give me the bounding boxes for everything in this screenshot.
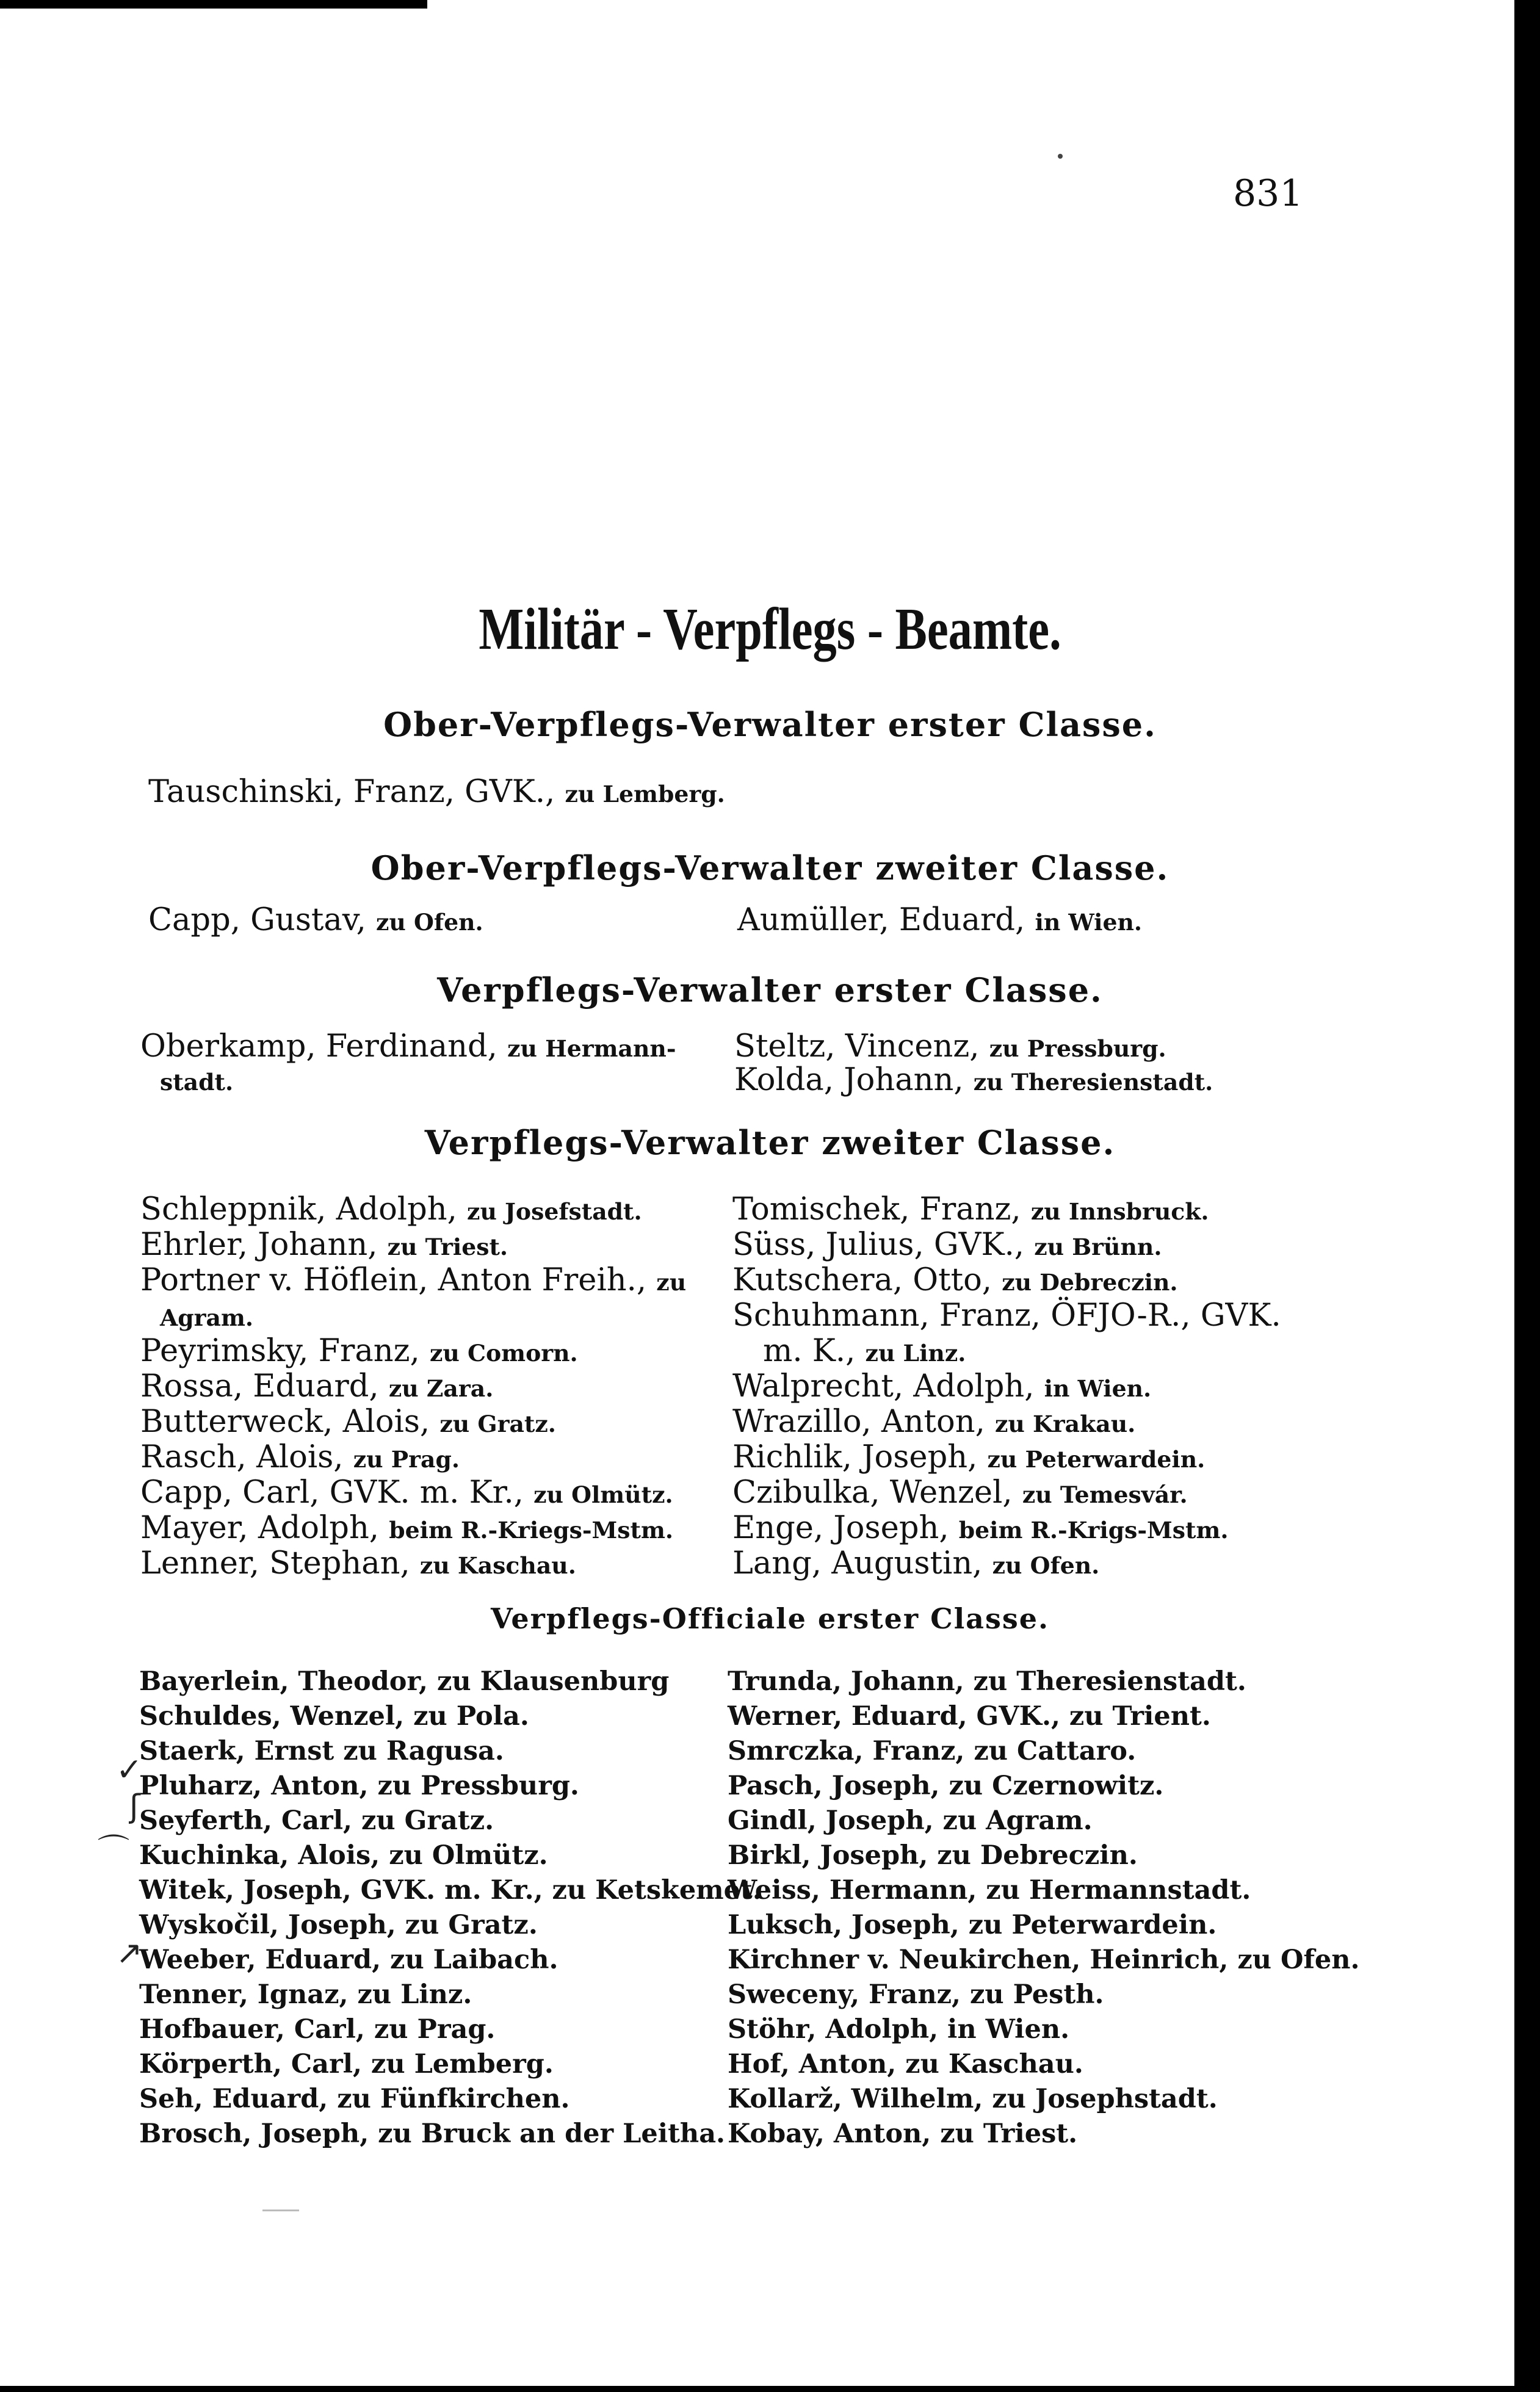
entry-left: Tenner, Ignaz, zu Linz. — [139, 1979, 472, 2010]
page-number: 831 — [1233, 172, 1303, 215]
entry-left: Schuldes, Wenzel, zu Pola. — [139, 1701, 529, 1732]
speck — [1058, 154, 1063, 159]
entry-right: Smrczka, Franz, zu Cattaro. — [728, 1736, 1137, 1766]
entry-left: Kuchinka, Alois, zu Olmütz. — [139, 1840, 548, 1871]
entry-right: Aumüller, Eduard, in Wien. — [737, 902, 1143, 938]
entry-left: Agram. — [160, 1304, 254, 1331]
entry-left: Körperth, Carl, zu Lemberg. — [139, 2049, 554, 2079]
entry-right: Werner, Eduard, GVK., zu Trient. — [728, 1701, 1211, 1732]
entry-right: Kutschera, Otto, zu Debreczin. — [732, 1262, 1178, 1298]
entry-right: Luksch, Joseph, zu Peterwardein. — [728, 1910, 1217, 1940]
entry-right: Stöhr, Adolph, in Wien. — [728, 2014, 1070, 2045]
entry-right: Czibulka, Wenzel, zu Temesvár. — [732, 1475, 1188, 1511]
entry-left: Peyrimsky, Franz, zu Comorn. — [140, 1333, 578, 1369]
scan-edge-right — [1514, 0, 1540, 2392]
entry-right: Walprecht, Adolph, in Wien. — [732, 1368, 1152, 1404]
entry-right: Richlik, Joseph, zu Peterwardein. — [732, 1439, 1206, 1475]
entry-right: m. K., zu Linz. — [763, 1333, 966, 1369]
scan-edge-bottom — [0, 2386, 1540, 2392]
entry-right: Süss, Julius, GVK., zu Brünn. — [732, 1227, 1162, 1263]
entry-right: Kirchner v. Neukirchen, Heinrich, zu Ofen. — [728, 1945, 1360, 1975]
entry-left: Mayer, Adolph, beim R.-Kriegs-Mstm. — [140, 1510, 674, 1546]
handwritten-mark-icon: ✓ — [116, 1752, 143, 1788]
entry-right: Lang, Augustin, zu Ofen. — [732, 1545, 1100, 1581]
entry-left: Wyskočil, Joseph, zu Gratz. — [139, 1910, 538, 1940]
handwritten-mark-icon: ↗ — [116, 1935, 143, 1971]
entry-right: Kobay, Anton, zu Triest. — [728, 2119, 1078, 2149]
entry-left: Butterweck, Alois, zu Gratz. — [140, 1404, 556, 1440]
entry-left: Pluharz, Anton, zu Pressburg. — [139, 1771, 579, 1801]
section-heading: Ober-Verpflegs-Verwalter zweiter Classe. — [371, 848, 1169, 887]
entry-right: Sweceny, Franz, zu Pesth. — [728, 1979, 1104, 2010]
section-heading: Verpflegs-Verwalter zweiter Classe. — [424, 1123, 1116, 1162]
entry-left: stadt. — [160, 1069, 234, 1096]
entry-left: Portner v. Höflein, Anton Freih., zu — [140, 1262, 687, 1298]
entry-right: Enge, Joseph, beim R.-Krigs-Mstm. — [732, 1510, 1229, 1546]
entry-right: Schuhmann, Franz, ÖFJO-R., GVK. — [732, 1298, 1281, 1334]
entry-left: Capp, Gustav, zu Ofen. — [148, 902, 483, 938]
entry-left: Weeber, Eduard, zu Laibach. — [139, 1945, 559, 1975]
section-heading: Ober-Verpflegs-Verwalter erster Classe. — [383, 705, 1157, 744]
entry-left: Bayerlein, Theodor, zu Klausenburg — [139, 1666, 670, 1697]
entry-right: Wrazillo, Anton, zu Krakau. — [732, 1404, 1136, 1440]
entry-right: Gindl, Joseph, zu Agram. — [728, 1805, 1093, 1836]
handwritten-mark-icon: ⌒ — [98, 1833, 130, 1870]
entry-right: Weiss, Hermann, zu Hermannstadt. — [728, 1875, 1251, 1906]
entry-left: Brosch, Joseph, zu Bruck an der Leitha. — [139, 2119, 726, 2149]
entry-left: Tauschinski, Franz, GVK., zu Lemberg. — [148, 774, 725, 810]
entry-left: Schleppnik, Adolph, zu Josefstadt. — [140, 1191, 642, 1227]
entry-right: Hof, Anton, zu Kaschau. — [728, 2049, 1083, 2079]
page-title: Militär - Verpflegs - Beamte. — [479, 596, 1061, 662]
scan-edge-top — [0, 0, 427, 9]
entry-left: Hofbauer, Carl, zu Prag. — [139, 2014, 496, 2045]
entry-left: Rasch, Alois, zu Prag. — [140, 1439, 460, 1475]
entry-right: Tomischek, Franz, zu Innsbruck. — [732, 1191, 1209, 1227]
entry-left: Capp, Carl, GVK. m. Kr., zu Olmütz. — [140, 1475, 673, 1511]
entry-right: Kolda, Johann, zu Theresienstadt. — [734, 1062, 1213, 1098]
entry-left: Ehrler, Johann, zu Triest. — [140, 1227, 508, 1263]
entry-right: Pasch, Joseph, zu Czernowitz. — [728, 1771, 1164, 1801]
entry-left: Lenner, Stephan, zu Kaschau. — [140, 1545, 576, 1581]
entry-right: Trunda, Johann, zu Theresienstadt. — [728, 1666, 1246, 1697]
section-heading: Verpflegs-Officiale erster Classe. — [490, 1602, 1050, 1635]
section-heading: Verpflegs-Verwalter erster Classe. — [437, 970, 1103, 1010]
entry-left: Witek, Joseph, GVK. m. Kr., zu Ketskemet. — [139, 1875, 762, 1906]
entry-left: Seh, Eduard, zu Fünfkirchen. — [139, 2084, 570, 2114]
entry-left: Seyferth, Carl, zu Gratz. — [139, 1805, 494, 1836]
entry-left: Rossa, Eduard, zu Zara. — [140, 1368, 494, 1404]
entry-right: Kollarž, Wilhelm, zu Josephstadt. — [728, 2084, 1218, 2114]
entry-left: Staerk, Ernst zu Ragusa. — [139, 1736, 504, 1766]
handwritten-mark-icon: ʃ — [129, 1788, 140, 1825]
entry-right: Birkl, Joseph, zu Debreczin. — [728, 1840, 1138, 1871]
entry-left: Oberkamp, Ferdinand, zu Hermann- — [140, 1028, 676, 1064]
divider — [262, 2210, 299, 2211]
entry-right: Steltz, Vincenz, zu Pressburg. — [734, 1028, 1166, 1064]
